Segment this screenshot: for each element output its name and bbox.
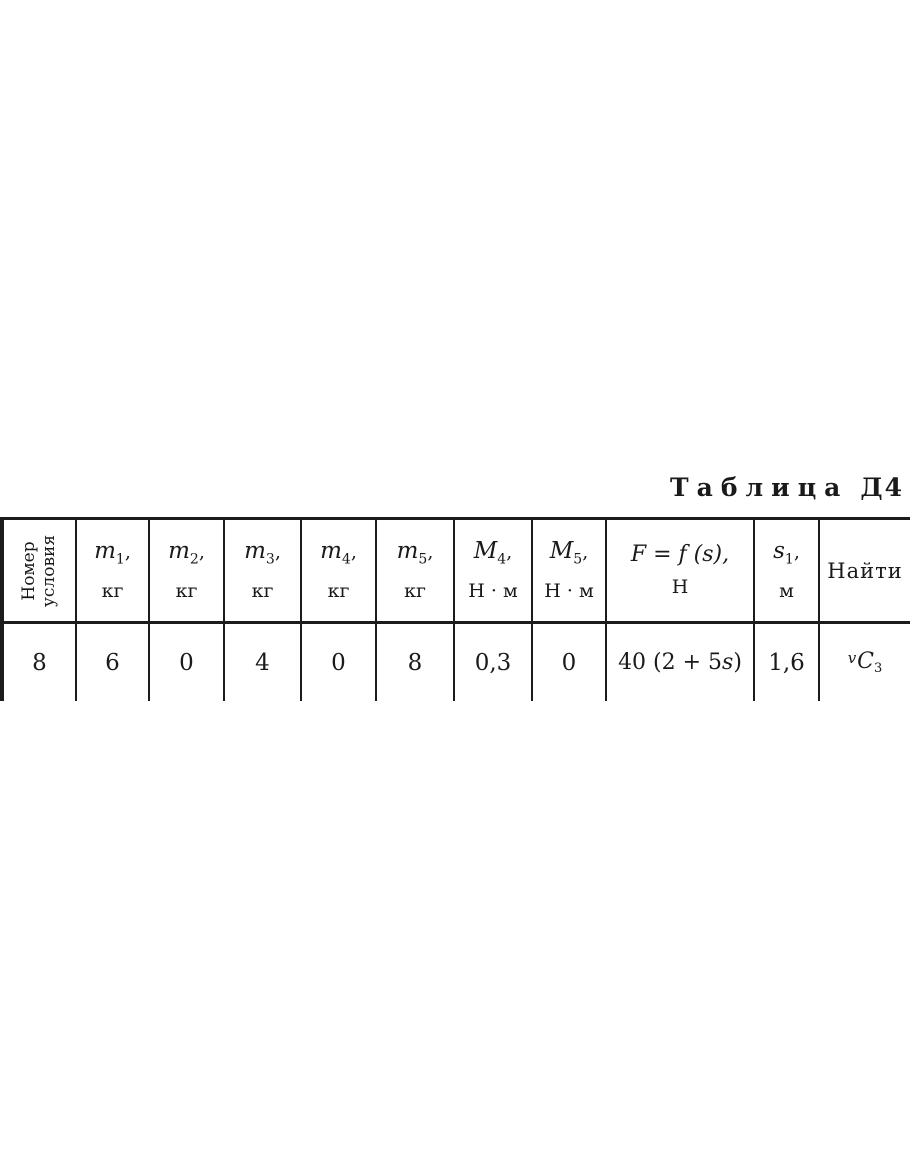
col-header-s1: $s_1$, м [755,520,820,624]
corner-cell [4,520,77,624]
col-header-m3: $m_3$, кг [225,520,302,624]
col-header-m5: $m_5$, кг [377,520,455,624]
unit-label: Н · м [468,580,518,603]
cell-condition-number: 8 [4,624,77,701]
force-formula: F = f (s), [630,542,730,567]
unit-label: кг [251,580,274,603]
col-header-m4: $m_4$, кг [302,520,377,624]
unit-label: Н · м [544,580,594,603]
cell-force-expression: 40 (2 + 5s) [607,624,755,701]
cell-s1: 1,6 [755,624,820,701]
unit-label: Н [671,576,689,598]
page-title [670,473,904,502]
col-header-find [820,520,910,624]
col-header-M4: $M_4$, Н · м [455,520,533,624]
col-header-m1: $m_1$, кг [77,520,150,624]
unit-label: м [779,580,794,603]
cell-m2: 0 [150,624,225,701]
corner-line2: условия [39,534,60,607]
col-header-M5: $M_5$, Н · м [533,520,607,624]
unit-label: кг [101,580,124,603]
cell-find-quantity: $vC_3$ [847,648,883,677]
unit-label: кг [327,580,350,603]
cell-m3: 4 [225,624,302,701]
cell-m1: 6 [77,624,150,701]
table-title-word: Таблица [670,473,849,502]
unit-label: кг [175,580,198,603]
corner-rotated-label [20,534,60,606]
table-title-number: Д4 [860,473,904,502]
cell-M5: 0 [533,624,607,701]
col-header-m2: $m_2$, кг [150,520,225,624]
find-label: Найти [827,558,903,583]
cell-m5: 8 [377,624,455,701]
data-table [0,517,910,701]
data-row [4,624,910,701]
cell-m4: 0 [302,624,377,701]
cell-M4: 0,3 [455,624,533,701]
unit-label: кг [404,580,426,603]
header-row [4,520,910,624]
col-header-force [607,520,755,624]
corner-line1: Номер [19,540,40,601]
